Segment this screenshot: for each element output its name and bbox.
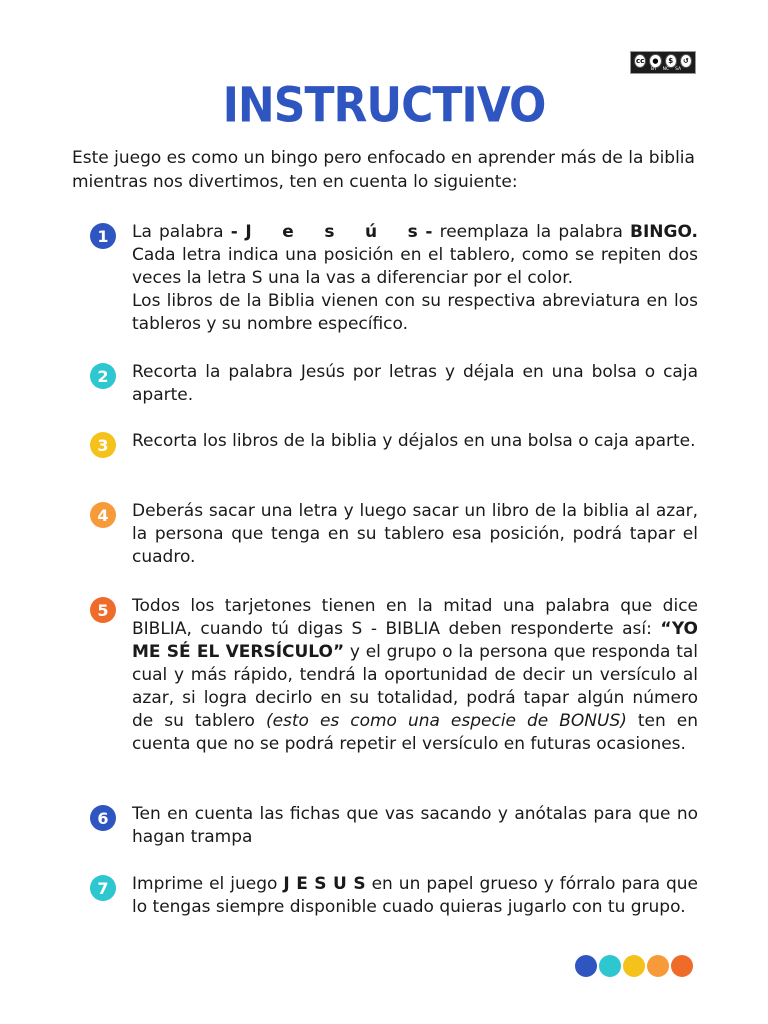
step-6-text-part: Ten en cuenta las fichas que vas sacando y anótalas para que no hagan trampa [132, 804, 704, 847]
step-3-text-part: Recorta los libros de la biblia y déjalos en una bolsa o caja aparte. [132, 431, 696, 451]
step-5-text-part: y el grupo o la persona que responda tal cual y más rápido, tendrá la oportunidad de decir un versículo al azar, si logra decirlo en su totalidad, podrá tapar algún número de su tablero [132, 642, 704, 731]
step-number-6: 6 [90, 805, 116, 831]
step-1-text-part: Los libros de la Biblia vienen con su respectiva abreviatura en los tableros y su nombre específico. [132, 291, 698, 334]
step-text-5 [132, 595, 704, 756]
creative-commons-badge [630, 51, 696, 74]
step-1-text-part: Cada letra indica una posición en el tablero, como se repiten dos veces la letra S una la vas a diferenciar por el color. [132, 222, 704, 288]
decorative-dot [623, 955, 645, 977]
footer-dots [575, 955, 693, 977]
step-text-2 [132, 361, 704, 407]
step-number-4: 4 [90, 502, 116, 528]
license-labels [651, 67, 681, 72]
step-6 [90, 803, 704, 849]
decorative-dot [647, 955, 669, 977]
step-text-4 [132, 500, 704, 569]
step-1-text-part: reemplaza la palabra [432, 222, 630, 242]
step-number-1: 1 [90, 223, 116, 249]
by-icon: ● [649, 54, 661, 68]
step-number-5: 5 [90, 597, 116, 623]
step-7-text-part: en un papel grueso y fórralo para que lo tengas siempre disponible cuado quieras jugarlo con tu grupo. [132, 874, 704, 917]
step-number-3: 3 [90, 432, 116, 458]
step-3 [90, 430, 698, 458]
license-label-by: BY [651, 67, 657, 72]
step-5-text-part: ten en cuenta que no se podrá repetir el versículo en futuras ocasiones. [132, 711, 704, 754]
step-text-7 [132, 873, 704, 919]
step-4-text-part: Deberás sacar una letra y luego sacar un libro de la biblia al azar, la persona que tenga en su tablero esa posición, podrá tapar el cuadro. [132, 501, 704, 567]
license-label-nc: NC [662, 67, 670, 72]
step-text-1 [132, 221, 704, 336]
step-text-3 [132, 430, 698, 453]
step-7-text-part: Imprime el juego [132, 874, 284, 894]
step-5-text-part: Todos los tarjetones tienen en la mitad una palabra que dice BIBLIA, cuando tú digas S - BIBLIA deben responderte así: [132, 596, 704, 639]
cc-icon: cc [634, 54, 646, 68]
step-4 [90, 500, 704, 569]
step-5-text-part: (esto es como una especie de BONUS) [265, 711, 627, 731]
step-5 [90, 595, 704, 756]
step-number-7: 7 [90, 875, 116, 901]
intro-paragraph: Este juego es como un bingo pero enfocado en aprender más de la biblia mientras nos divertimos, ten en cuenta lo siguiente: [72, 148, 695, 192]
step-1-text-part: - J e s ú s - [230, 222, 433, 242]
step-1-text-part: La palabra [132, 222, 231, 242]
step-2 [90, 361, 704, 407]
decorative-dot [575, 955, 597, 977]
step-7 [90, 873, 704, 919]
decorative-dot [599, 955, 621, 977]
step-5-text-part: “YO ME SÉ EL VERSÍCULO” [132, 619, 704, 662]
step-2-text-part: Recorta la palabra Jesús por letras y déjala en una bolsa o caja aparte. [132, 362, 704, 405]
step-text-6 [132, 803, 704, 849]
step-1-text-part: BINGO. [630, 222, 698, 242]
nc-icon: $ [665, 54, 677, 68]
sa-icon: ↺ [680, 54, 692, 68]
page-title: INSTRUCTIVO [222, 77, 546, 134]
step-7-text-part: J E S U S [283, 874, 366, 894]
step-1 [90, 221, 704, 336]
step-number-2: 2 [90, 363, 116, 389]
decorative-dot [671, 955, 693, 977]
license-label-sa: SA [675, 67, 682, 72]
